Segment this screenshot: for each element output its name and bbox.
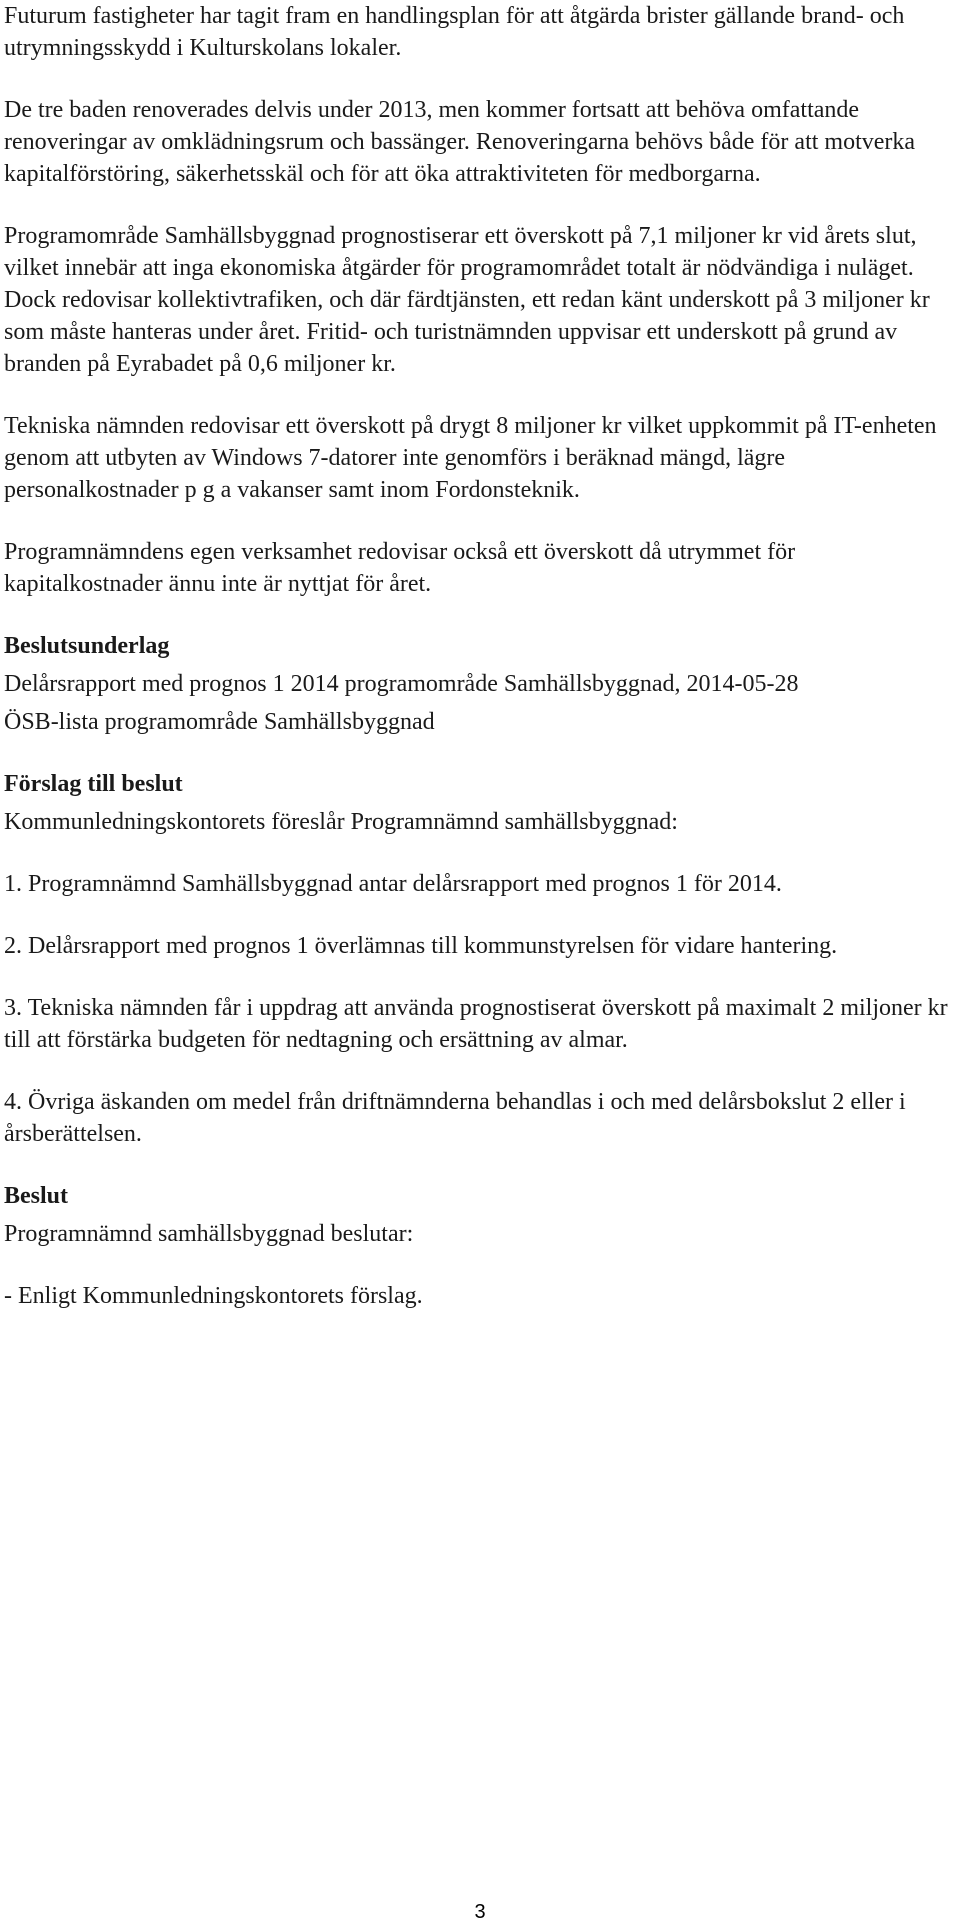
forslag-item-1: 1. Programnämnd Samhällsbyggnad antar delårsrapport med prognos 1 för 2014.	[4, 871, 782, 897]
forslag-item-4: 4. Övriga äskanden om medel från driftnämnderna behandlas i och med delårsbokslut 2 eller i årsberättelsen.	[4, 1089, 906, 1147]
forslag-intro: Kommunledningskontorets föreslår Programnämnd samhällsbyggnad:	[4, 809, 678, 835]
beslutsunderlag-line-2: ÖSB-lista programområde Samhällsbyggnad	[4, 709, 435, 735]
beslutsunderlag-line-1: Delårsrapport med prognos 1 2014 programområde Samhällsbyggnad, 2014-05-28	[4, 671, 799, 697]
heading-beslut: Beslut	[4, 1183, 69, 1209]
paragraph-baden: De tre baden renoverades delvis under 2013, men kommer fortsatt att behöva omfattande renoveringar av omklädningsrum och bassänger. Renoveringarna behövs både för att motverka kapitalförstöring, säkerhetsskäl och för att öka attraktiviteten för medborgarna.	[4, 97, 916, 187]
forslag-item-3: 3. Tekniska nämnden får i uppdrag att använda prognostiserat överskott på maximalt 2 miljoner kr till att förstärka budgeten för nedtagning och ersättning av almar.	[4, 995, 948, 1053]
page-number: 3	[474, 1901, 486, 1923]
paragraph-programnamnden: Programnämndens egen verksamhet redovisar också ett överskott då utrymmet för kapitalkostnader ännu inte är nyttjat för året.	[4, 539, 796, 597]
beslut-intro: Programnämnd samhällsbyggnad beslutar:	[4, 1221, 414, 1247]
forslag-item-2: 2. Delårsrapport med prognos 1 överlämnas till kommunstyrelsen för vidare hantering.	[4, 933, 838, 959]
paragraph-programomrade: Programområde Samhällsbyggnad prognostiserar ett överskott på 7,1 miljoner kr vid årets slut, vilket innebär att inga ekonomiska åtgärder för programområdet totalt är nödvändiga i nuläget. Dock redovisar kollektivtrafiken, och där färdtjänsten, ett redan känt underskott på 3 miljoner kr som måste hanteras under året. Fritid- och turistnämnden uppvisar ett underskott på grund av branden på Eyrabadet på 0,6 miljoner kr.	[4, 223, 930, 377]
heading-beslutsunderlag: Beslutsunderlag	[4, 633, 170, 659]
paragraph-kulturskolan: Futurum fastigheter har tagit fram en handlingsplan för att åtgärda brister gällande brand- och utrymningsskydd i Kulturskolans lokaler.	[4, 3, 905, 61]
beslut-item: - Enligt Kommunledningskontorets förslag.	[4, 1283, 423, 1309]
heading-forslag-till-beslut: Förslag till beslut	[4, 771, 183, 797]
paragraph-tekniska-namnden: Tekniska nämnden redovisar ett överskott på drygt 8 miljoner kr vilket uppkommit på IT-enheten genom att utbyten av Windows 7-datorer inte genomförs i beräknad mängd, lägre personalkostnader p g a vakanser samt inom Fordonsteknik.	[4, 413, 937, 503]
